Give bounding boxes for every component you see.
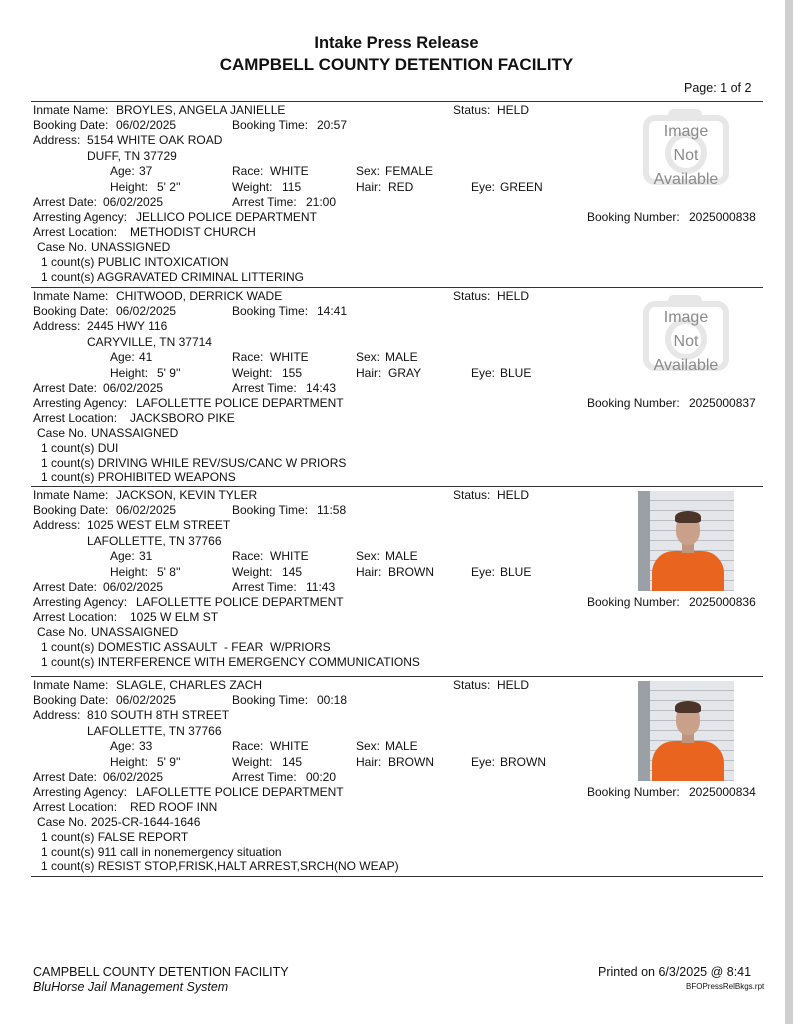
sex-value: MALE xyxy=(385,350,418,364)
weight-label: Weight: xyxy=(232,755,273,769)
arrest-time-label: Arrest Time: xyxy=(232,770,297,784)
eye-value: BROWN xyxy=(500,755,546,769)
arrest-date-label: Arrest Date: xyxy=(33,580,98,594)
status-label: Status: xyxy=(453,678,491,692)
address-label: Address: xyxy=(33,708,81,722)
address-line-1: 2445 HWY 116 xyxy=(87,319,168,333)
race-label: Race: xyxy=(232,164,264,178)
booking-date-label: Booking Date: xyxy=(33,304,109,318)
facility-title: CAMPBELL COUNTY DETENTION FACILITY xyxy=(219,55,574,74)
mugshot-shirt xyxy=(652,551,724,591)
address-line-1: 1025 WEST ELM STREET xyxy=(87,518,231,532)
arrest-time: 21:00 xyxy=(306,195,337,209)
arresting-agency: JELLICO POLICE DEPARTMENT xyxy=(136,210,317,224)
age-label: Age: xyxy=(110,164,135,178)
status-value: HELD xyxy=(497,488,530,502)
address-line-2: CARYVILLE, TN 37714 xyxy=(87,335,212,349)
weight-value: 115 xyxy=(282,180,302,194)
closing-rule xyxy=(31,876,763,877)
height-value: 5' 9'' xyxy=(157,755,181,769)
booking-time-label: Booking Time: xyxy=(232,693,309,707)
age-label: Age: xyxy=(110,739,135,753)
arrest-location: 1025 W ELM ST xyxy=(130,610,219,624)
case-no: UNASSIGNED xyxy=(91,240,171,254)
inmate-record xyxy=(0,676,793,873)
height-value: 5' 8'' xyxy=(157,565,181,579)
weight-label: Weight: xyxy=(232,366,273,380)
race-value: WHITE xyxy=(270,350,309,364)
booking-time: 14:41 xyxy=(317,304,348,318)
booking-number: 2025000838 xyxy=(689,210,756,224)
height-value: 5' 9'' xyxy=(157,366,181,380)
arrest-location-label: Arrest Location: xyxy=(33,225,118,239)
booking-time-label: Booking Time: xyxy=(232,503,309,517)
inmate-name: CHITWOOD, DERRICK WADE xyxy=(116,289,283,303)
case-no-label: Case No. xyxy=(37,815,88,829)
race-label: Race: xyxy=(232,739,264,753)
mugshot-photo xyxy=(638,491,734,591)
case-no: UNASSAIGNED xyxy=(91,426,179,440)
hair-label: Hair: xyxy=(356,180,382,194)
weight-value: 155 xyxy=(282,366,303,380)
age-label: Age: xyxy=(110,350,135,364)
hair-value: RED xyxy=(388,180,414,194)
booking-time-label: Booking Time: xyxy=(232,118,309,132)
sex-label: Sex: xyxy=(356,164,381,178)
arresting-agency: LAFOLLETTE POLICE DEPARTMENT xyxy=(136,396,344,410)
charge-line: 1 count(s) INTERFERENCE WITH EMERGENCY COMMUNICATIONS xyxy=(41,654,420,669)
arrest-location-label: Arrest Location: xyxy=(33,800,118,814)
race-label: Race: xyxy=(232,549,264,563)
address-label: Address: xyxy=(33,518,81,532)
charge-line: 1 count(s) DOMESTIC ASSAULT - FEAR W/PRIORS xyxy=(41,640,331,654)
age-value: 37 xyxy=(139,164,153,178)
inmate-record xyxy=(0,287,793,484)
eye-label: Eye: xyxy=(471,565,496,579)
image-not-available-text: Image Not Available xyxy=(653,309,719,374)
arrest-time-label: Arrest Time: xyxy=(232,381,297,395)
booking-number-label: Booking Number: xyxy=(587,785,680,799)
arrest-location-label: Arrest Location: xyxy=(33,610,118,624)
charge-line: 1 count(s) DRIVING WHILE REV/SUS/CANC W PRIORS xyxy=(41,455,347,470)
arrest-date: 06/02/2025 xyxy=(103,580,164,594)
case-no-label: Case No. xyxy=(37,240,88,254)
booking-date: 06/02/2025 xyxy=(116,118,177,132)
address-line-1: 5154 WHITE OAK ROAD xyxy=(87,133,223,147)
eye-label: Eye: xyxy=(471,180,496,194)
hair-value: BROWN xyxy=(388,755,434,769)
arrest-location-label: Arrest Location: xyxy=(33,411,118,425)
status-label: Status: xyxy=(453,103,491,117)
race-value: WHITE xyxy=(270,739,309,753)
booking-number: 2025000836 xyxy=(689,595,756,609)
charge-line: 1 count(s) DUI xyxy=(41,441,119,455)
eye-label: Eye: xyxy=(471,755,496,769)
page-number: Page: 1 of 2 xyxy=(684,81,752,95)
weight-label: Weight: xyxy=(232,565,273,579)
weight-value: 145 xyxy=(282,755,303,769)
eye-value: BLUE xyxy=(500,366,532,380)
arresting-agency-label: Arresting Agency: xyxy=(33,595,128,609)
arrest-location: JACKSBORO PIKE xyxy=(130,411,235,425)
inmate-name-label: Inmate Name: xyxy=(33,289,109,303)
booking-number: 2025000834 xyxy=(689,785,756,799)
arrest-time-label: Arrest Time: xyxy=(232,195,297,209)
arrest-time: 00:20 xyxy=(306,770,337,784)
age-value: 41 xyxy=(139,350,153,364)
report-filename: BFOPressRelBkgs.rpt xyxy=(686,982,765,991)
mugshot-hair xyxy=(675,701,701,713)
image-not-available-text: Image Not Available xyxy=(653,123,719,188)
mugshot-photo xyxy=(638,681,734,781)
charge-line: 1 count(s) PUBLIC INTOXICATION xyxy=(41,255,229,269)
inmate-name-label: Inmate Name: xyxy=(33,103,109,117)
arresting-agency-label: Arresting Agency: xyxy=(33,785,128,799)
weight-label: Weight: xyxy=(232,180,273,194)
mugshot-post xyxy=(638,681,650,781)
inmate-name-label: Inmate Name: xyxy=(33,678,109,692)
address-label: Address: xyxy=(33,319,81,333)
booking-date-label: Booking Date: xyxy=(33,693,109,707)
sex-value: MALE xyxy=(385,549,418,563)
status-label: Status: xyxy=(453,488,491,502)
eye-label: Eye: xyxy=(471,366,496,380)
status-value: HELD xyxy=(497,289,530,303)
sex-label: Sex: xyxy=(356,739,381,753)
status-label: Status: xyxy=(453,289,491,303)
inmate-name-label: Inmate Name: xyxy=(33,488,109,502)
record-rule xyxy=(31,101,763,102)
footer-facility: CAMPBELL COUNTY DETENTION FACILITY xyxy=(33,965,289,979)
booking-date: 06/02/2025 xyxy=(116,304,177,318)
height-label: Height: xyxy=(110,755,149,769)
eye-value: BLUE xyxy=(500,565,532,579)
hair-label: Hair: xyxy=(356,565,382,579)
booking-date-label: Booking Date: xyxy=(33,118,109,132)
hair-label: Hair: xyxy=(356,755,382,769)
booking-time: 11:58 xyxy=(317,503,347,517)
age-value: 31 xyxy=(139,549,153,563)
booking-date: 06/02/2025 xyxy=(116,503,177,517)
weight-value: 145 xyxy=(282,565,303,579)
arrest-date-label: Arrest Date: xyxy=(33,381,98,395)
height-label: Height: xyxy=(110,366,149,380)
arresting-agency-label: Arresting Agency: xyxy=(33,210,128,224)
hair-label: Hair: xyxy=(356,366,382,380)
arrest-time: 14:43 xyxy=(306,381,337,395)
image-not-available-placeholder xyxy=(638,106,734,206)
image-not-available-placeholder xyxy=(638,292,734,392)
race-value: WHITE xyxy=(270,549,309,563)
booking-time-label: Booking Time: xyxy=(232,304,309,318)
arresting-agency: LAFOLLETTE POLICE DEPARTMENT xyxy=(136,785,344,799)
charge-line: 1 count(s) RESIST STOP,FRISK,HALT ARREST,SRCH(NO WEAP) xyxy=(41,859,399,873)
height-label: Height: xyxy=(110,180,149,194)
height-value: 5' 2'' xyxy=(157,180,181,194)
footer-system: BluHorse Jail Management System xyxy=(33,980,229,994)
address-line-2: LAFOLLETTE, TN 37766 xyxy=(87,534,222,548)
arrest-date: 06/02/2025 xyxy=(103,381,164,395)
mugshot-post xyxy=(638,491,650,591)
arresting-agency: LAFOLLETTE POLICE DEPARTMENT xyxy=(136,595,344,609)
charge-line: 1 count(s) AGGRAVATED CRIMINAL LITTERING xyxy=(41,269,304,284)
inmate-name: BROYLES, ANGELA JANIELLE xyxy=(116,103,286,117)
inmate-name: JACKSON, KEVIN TYLER xyxy=(116,488,258,502)
age-value: 33 xyxy=(139,739,153,753)
record-rule xyxy=(31,486,763,487)
arrest-date-label: Arrest Date: xyxy=(33,770,98,784)
sex-label: Sex: xyxy=(356,549,381,563)
race-value: WHITE xyxy=(270,164,309,178)
booking-number: 2025000837 xyxy=(689,396,756,410)
address-label: Address: xyxy=(33,133,81,147)
arrest-location: RED ROOF INN xyxy=(130,800,218,814)
status-value: HELD xyxy=(497,678,530,692)
height-label: Height: xyxy=(110,565,149,579)
booking-time: 20:57 xyxy=(317,118,348,132)
hair-value: BROWN xyxy=(388,565,434,579)
case-no-label: Case No. xyxy=(37,625,88,639)
eye-value: GREEN xyxy=(500,180,543,194)
race-label: Race: xyxy=(232,350,264,364)
record-rule xyxy=(31,287,763,288)
status-value: HELD xyxy=(497,103,530,117)
mugshot-hair xyxy=(675,511,701,523)
charge-line: 1 count(s) FALSE REPORT xyxy=(41,830,189,844)
charge-line: 1 count(s) 911 call in nonemergency situation xyxy=(41,844,282,859)
arrest-time: 11:43 xyxy=(306,580,336,594)
case-no: UNASSAIGNED xyxy=(91,625,179,639)
age-label: Age: xyxy=(110,549,135,563)
arresting-agency-label: Arresting Agency: xyxy=(33,396,128,410)
arrest-date: 06/02/2025 xyxy=(103,770,164,784)
charge-line: 1 count(s) PROHIBITED WEAPONS xyxy=(41,470,236,484)
arrest-date: 06/02/2025 xyxy=(103,195,164,209)
case-no: 2025-CR-1644-1646 xyxy=(91,815,201,829)
sex-value: FEMALE xyxy=(385,164,434,178)
sex-value: MALE xyxy=(385,739,418,753)
booking-number-label: Booking Number: xyxy=(587,210,680,224)
inmate-record xyxy=(0,486,793,676)
case-no-label: Case No. xyxy=(37,426,88,440)
inmate-record xyxy=(0,101,793,291)
arrest-time-label: Arrest Time: xyxy=(232,580,297,594)
address-line-2: LAFOLLETTE, TN 37766 xyxy=(87,724,222,738)
address-line-1: 810 SOUTH 8TH STREET xyxy=(87,708,230,722)
sex-label: Sex: xyxy=(356,350,381,364)
booking-time: 00:18 xyxy=(317,693,348,707)
booking-date: 06/02/2025 xyxy=(116,693,177,707)
address-line-2: DUFF, TN 37729 xyxy=(87,149,177,163)
printed-timestamp: Printed on 6/3/2025 @ 8:41 xyxy=(598,965,752,979)
arrest-location: METHODIST CHURCH xyxy=(130,225,256,239)
inmate-name: SLAGLE, CHARLES ZACH xyxy=(116,678,263,692)
booking-date-label: Booking Date: xyxy=(33,503,109,517)
arrest-date-label: Arrest Date: xyxy=(33,195,98,209)
hair-value: GRAY xyxy=(388,366,422,380)
booking-number-label: Booking Number: xyxy=(587,396,680,410)
report-title: Intake Press Release xyxy=(314,34,479,52)
booking-number-label: Booking Number: xyxy=(587,595,680,609)
mugshot-shirt xyxy=(652,741,724,781)
record-rule xyxy=(31,676,763,677)
